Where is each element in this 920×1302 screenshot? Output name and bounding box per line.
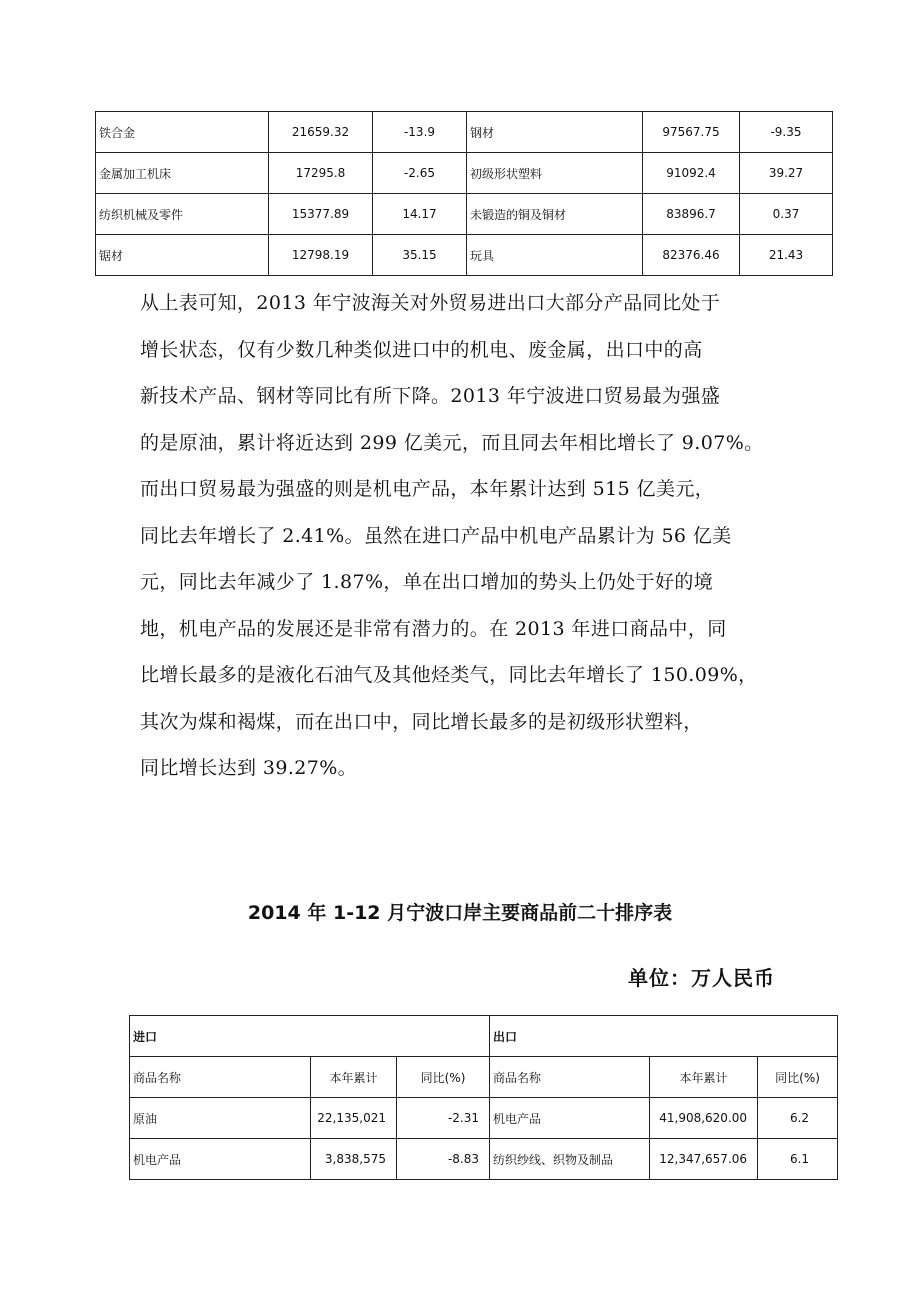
import-item-name: 铁合金	[96, 112, 269, 153]
import-col-yoy: 同比(%)	[397, 1057, 490, 1098]
export-col-total: 本年累计	[650, 1057, 758, 1098]
import-item-value: 21659.32	[269, 112, 373, 153]
export-item-change: 0.37	[740, 194, 833, 235]
import-item-name: 金属加工机床	[96, 153, 269, 194]
export-item-total: 41,908,620.00	[650, 1098, 758, 1139]
export-item-value: 82376.46	[643, 235, 740, 276]
analysis-paragraph	[140, 280, 840, 792]
export-item-name: 机电产品	[490, 1098, 650, 1139]
paragraph-line: 的是原油，累计将近达到 299 亿美元，而且同去年相比增长了 9.07%。	[140, 431, 764, 454]
export-item-name: 钢材	[467, 112, 643, 153]
export-item-value: 91092.4	[643, 153, 740, 194]
top-commodity-table	[95, 111, 833, 276]
export-item-yoy: 6.2	[758, 1098, 838, 1139]
export-item-change: -9.35	[740, 112, 833, 153]
import-item-change: -13.9	[373, 112, 467, 153]
table-column-header-row	[130, 1057, 838, 1098]
export-header: 出口	[490, 1016, 838, 1057]
import-item-name: 纺织机械及零件	[96, 194, 269, 235]
import-item-total: 3,838,575	[311, 1139, 397, 1180]
export-item-name: 未锻造的铜及铜材	[467, 194, 643, 235]
section-title: 2014 年 1-12 月宁波口岸主要商品前二十排序表	[247, 902, 673, 924]
import-item-name: 机电产品	[130, 1139, 311, 1180]
paragraph-line: 增长状态，仅有少数几种类似进口中的机电、废金属，出口中的高	[140, 338, 703, 361]
export-item-value: 83896.7	[643, 194, 740, 235]
table-header-row	[130, 1016, 838, 1057]
table-row	[96, 194, 833, 235]
export-item-name: 纺织纱线、织物及制品	[490, 1139, 650, 1180]
import-header: 进口	[130, 1016, 490, 1057]
ranking-table	[129, 1015, 838, 1180]
table-row	[96, 153, 833, 194]
import-item-value: 17295.8	[269, 153, 373, 194]
export-item-change: 21.43	[740, 235, 833, 276]
table-row	[96, 235, 833, 276]
import-col-name: 商品名称	[130, 1057, 311, 1098]
paragraph-line: 其次为煤和褐煤，而在出口中，同比增长最多的是初级形状塑料，	[140, 710, 703, 733]
import-item-name: 锯材	[96, 235, 269, 276]
export-item-name: 初级形状塑料	[467, 153, 643, 194]
import-item-yoy: -2.31	[397, 1098, 490, 1139]
paragraph-line: 而出口贸易最为强盛的则是机电产品，本年累计达到 515 亿美元，	[140, 478, 715, 500]
import-col-total: 本年累计	[311, 1057, 397, 1098]
export-col-yoy: 同比(%)	[758, 1057, 838, 1098]
import-item-value: 15377.89	[269, 194, 373, 235]
paragraph-line: 地，机电产品的发展还是非常有潜力的。在 2013 年进口商品中，同	[140, 617, 727, 640]
paragraph-line: 新技术产品、钢材等同比有所下降。2013 年宁波进口贸易最为强盛	[140, 385, 721, 407]
import-item-value: 12798.19	[269, 235, 373, 276]
export-item-value: 97567.75	[643, 112, 740, 153]
paragraph-line: 同比去年增长了 2.41%。虽然在进口产品中机电产品累计为 56 亿美	[140, 524, 732, 547]
export-item-total: 12,347,657.06	[650, 1139, 758, 1180]
import-item-name: 原油	[130, 1098, 311, 1139]
unit-label: 单位：万人民币	[628, 966, 775, 990]
table-row	[130, 1139, 838, 1180]
import-item-change: 35.15	[373, 235, 467, 276]
import-item-yoy: -8.83	[397, 1139, 490, 1180]
import-item-change: -2.65	[373, 153, 467, 194]
export-item-name: 玩具	[467, 235, 643, 276]
paragraph-line: 比增长最多的是液化石油气及其他烃类气，同比去年增长了 150.09%，	[140, 664, 758, 686]
export-item-change: 39.27	[740, 153, 833, 194]
paragraph-line: 元，同比去年减少了 1.87%，单在出口增加的势头上仍处于好的境	[140, 571, 714, 593]
table-row	[96, 112, 833, 153]
import-item-change: 14.17	[373, 194, 467, 235]
table-row	[130, 1098, 838, 1139]
import-item-total: 22,135,021	[311, 1098, 397, 1139]
export-col-name: 商品名称	[490, 1057, 650, 1098]
export-item-yoy: 6.1	[758, 1139, 838, 1180]
paragraph-line: 从上表可知，2013 年宁波海关对外贸易进出口大部分产品同比处于	[140, 292, 721, 314]
paragraph-line: 同比增长达到 39.27%。	[140, 757, 358, 779]
